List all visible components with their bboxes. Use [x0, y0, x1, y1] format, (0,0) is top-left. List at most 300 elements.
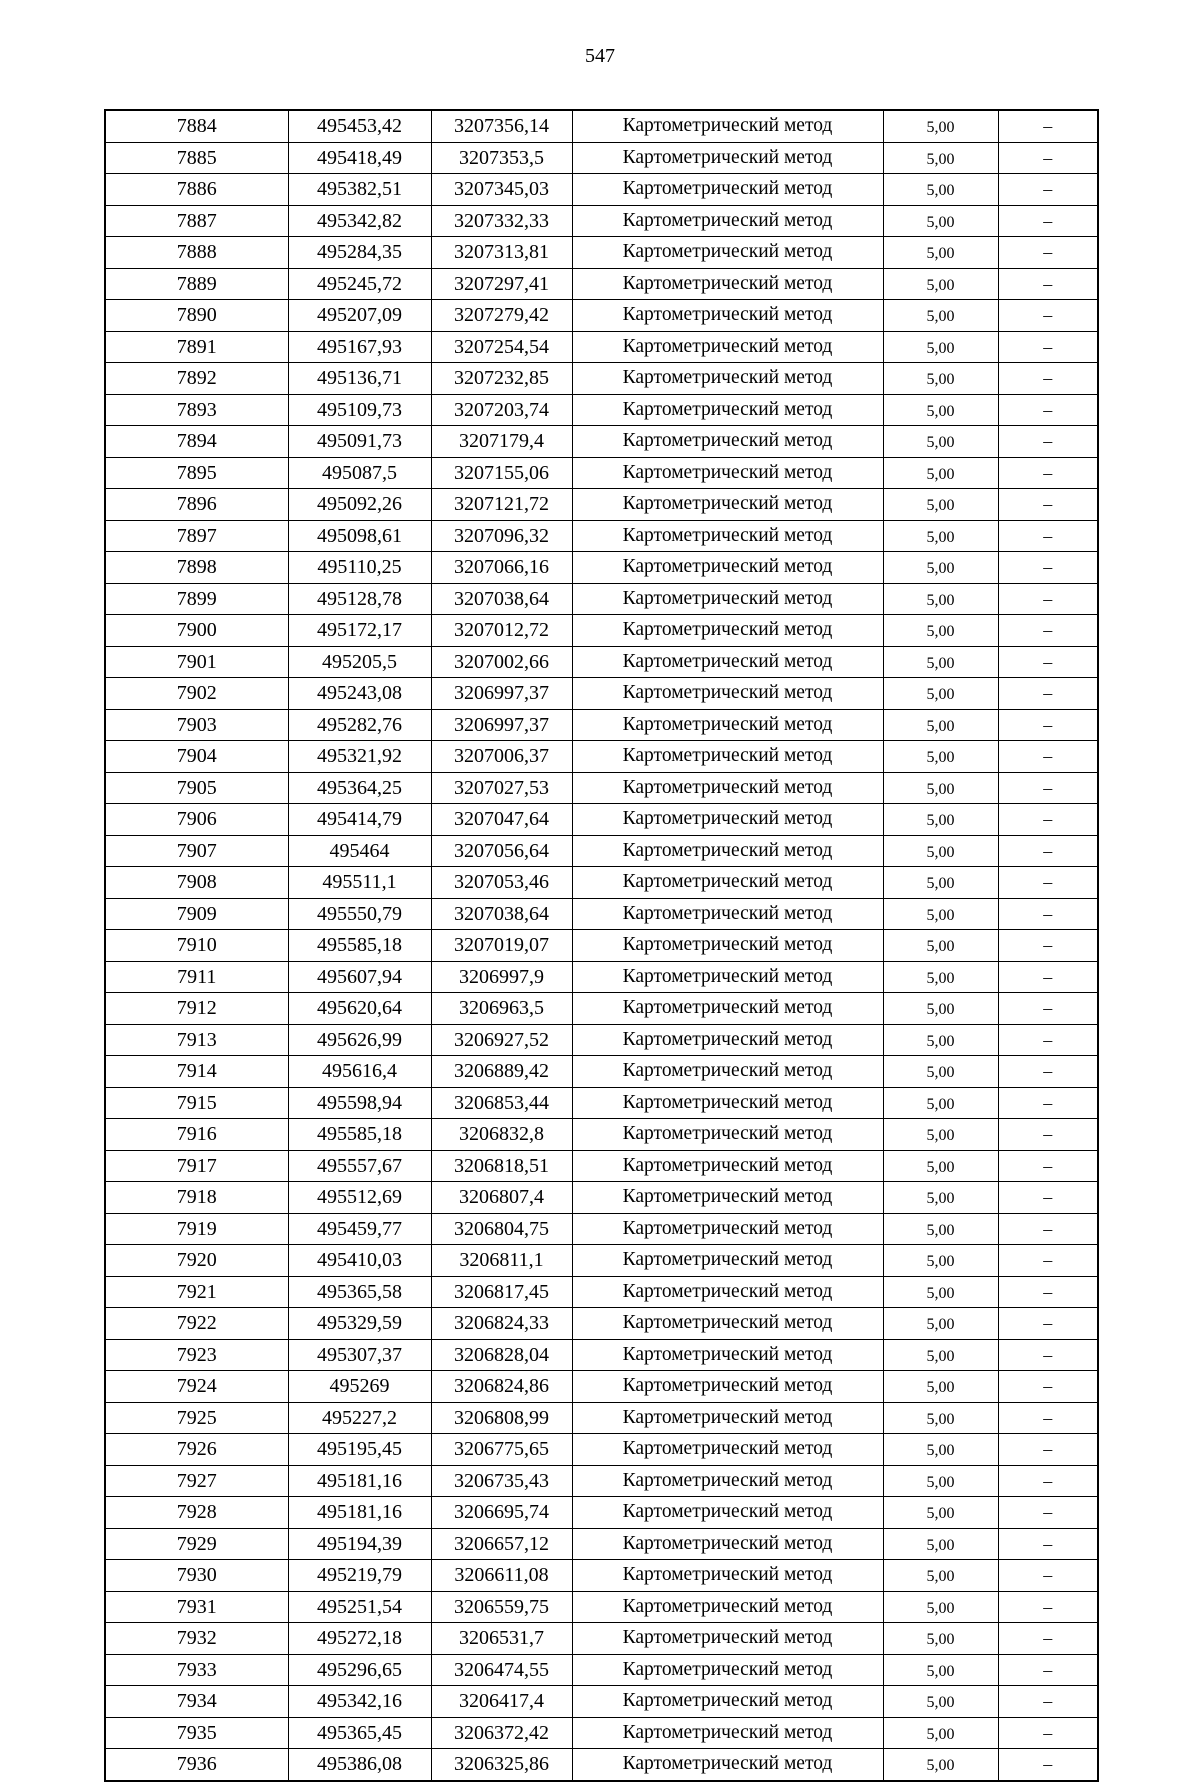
table-row	[105, 1056, 1098, 1088]
table-row	[105, 1749, 1098, 1781]
point-number-cell: 7924	[105, 1371, 288, 1403]
x-coordinate-cell: 495181,16	[288, 1497, 431, 1529]
method-cell: Картометрический метод	[572, 1654, 883, 1686]
x-coordinate-cell: 495136,71	[288, 363, 431, 395]
description-cell: –	[998, 1245, 1098, 1277]
description-cell: –	[998, 1339, 1098, 1371]
y-coordinate-cell: 3206417,4	[431, 1686, 572, 1718]
point-number-cell: 7913	[105, 1024, 288, 1056]
accuracy-cell: 5,00	[883, 1371, 998, 1403]
point-number-cell: 7934	[105, 1686, 288, 1718]
method-cell: Картометрический метод	[572, 1402, 883, 1434]
y-coordinate-cell: 3206804,75	[431, 1213, 572, 1245]
accuracy-cell: 5,00	[883, 426, 998, 458]
y-coordinate-cell: 3207232,85	[431, 363, 572, 395]
point-number-cell: 7920	[105, 1245, 288, 1277]
method-cell: Картометрический метод	[572, 1339, 883, 1371]
point-number-cell: 7923	[105, 1339, 288, 1371]
page-number: 547	[585, 45, 615, 67]
x-coordinate-cell: 495620,64	[288, 993, 431, 1025]
table-row	[105, 300, 1098, 332]
accuracy-cell: 5,00	[883, 1528, 998, 1560]
description-cell: –	[998, 237, 1098, 269]
description-cell: –	[998, 300, 1098, 332]
point-number-cell: 7912	[105, 993, 288, 1025]
accuracy-cell: 5,00	[883, 1654, 998, 1686]
description-cell: –	[998, 867, 1098, 899]
accuracy-cell: 5,00	[883, 552, 998, 584]
y-coordinate-cell: 3206811,1	[431, 1245, 572, 1277]
point-number-cell: 7902	[105, 678, 288, 710]
table-row	[105, 804, 1098, 836]
point-number-cell: 7885	[105, 142, 288, 174]
description-cell: –	[998, 583, 1098, 615]
point-number-cell: 7893	[105, 394, 288, 426]
y-coordinate-cell: 3207121,72	[431, 489, 572, 521]
method-cell: Картометрический метод	[572, 1686, 883, 1718]
point-number-cell: 7922	[105, 1308, 288, 1340]
x-coordinate-cell: 495205,5	[288, 646, 431, 678]
accuracy-cell: 5,00	[883, 394, 998, 426]
y-coordinate-cell: 3207012,72	[431, 615, 572, 647]
accuracy-cell: 5,00	[883, 174, 998, 206]
y-coordinate-cell: 3206735,43	[431, 1465, 572, 1497]
x-coordinate-cell: 495453,42	[288, 110, 431, 142]
x-coordinate-cell: 495364,25	[288, 772, 431, 804]
point-number-cell: 7918	[105, 1182, 288, 1214]
table-row	[105, 1182, 1098, 1214]
table-row	[105, 678, 1098, 710]
table-row	[105, 898, 1098, 930]
x-coordinate-cell: 495109,73	[288, 394, 431, 426]
y-coordinate-cell: 3207356,14	[431, 110, 572, 142]
description-cell: –	[998, 363, 1098, 395]
y-coordinate-cell: 3207066,16	[431, 552, 572, 584]
method-cell: Картометрический метод	[572, 1497, 883, 1529]
method-cell: Картометрический метод	[572, 583, 883, 615]
description-cell: –	[998, 804, 1098, 836]
description-cell: –	[998, 1560, 1098, 1592]
method-cell: Картометрический метод	[572, 804, 883, 836]
accuracy-cell: 5,00	[883, 709, 998, 741]
description-cell: –	[998, 1654, 1098, 1686]
description-cell: –	[998, 835, 1098, 867]
table-row	[105, 489, 1098, 521]
method-cell: Картометрический метод	[572, 1150, 883, 1182]
method-cell: Картометрический метод	[572, 961, 883, 993]
description-cell: –	[998, 457, 1098, 489]
method-cell: Картометрический метод	[572, 709, 883, 741]
accuracy-cell: 5,00	[883, 300, 998, 332]
y-coordinate-cell: 3206657,12	[431, 1528, 572, 1560]
method-cell: Картометрический метод	[572, 678, 883, 710]
x-coordinate-cell: 495585,18	[288, 930, 431, 962]
y-coordinate-cell: 3207027,53	[431, 772, 572, 804]
accuracy-cell: 5,00	[883, 331, 998, 363]
description-cell: –	[998, 615, 1098, 647]
accuracy-cell: 5,00	[883, 205, 998, 237]
x-coordinate-cell: 495329,59	[288, 1308, 431, 1340]
table-row	[105, 1245, 1098, 1277]
accuracy-cell: 5,00	[883, 1497, 998, 1529]
accuracy-cell: 5,00	[883, 741, 998, 773]
point-number-cell: 7884	[105, 110, 288, 142]
description-cell: –	[998, 489, 1098, 521]
x-coordinate-cell: 495342,16	[288, 1686, 431, 1718]
description-cell: –	[998, 772, 1098, 804]
method-cell: Картометрический метод	[572, 1465, 883, 1497]
method-cell: Картометрический метод	[572, 1528, 883, 1560]
y-coordinate-cell: 3206807,4	[431, 1182, 572, 1214]
description-cell: –	[998, 1591, 1098, 1623]
accuracy-cell: 5,00	[883, 1749, 998, 1781]
accuracy-cell: 5,00	[883, 835, 998, 867]
point-number-cell: 7903	[105, 709, 288, 741]
accuracy-cell: 5,00	[883, 520, 998, 552]
description-cell: –	[998, 1276, 1098, 1308]
accuracy-cell: 5,00	[883, 268, 998, 300]
x-coordinate-cell: 495110,25	[288, 552, 431, 584]
accuracy-cell: 5,00	[883, 772, 998, 804]
description-cell: –	[998, 1434, 1098, 1466]
table-row	[105, 1276, 1098, 1308]
method-cell: Картометрический метод	[572, 300, 883, 332]
accuracy-cell: 5,00	[883, 237, 998, 269]
table-row	[105, 552, 1098, 584]
method-cell: Картометрический метод	[572, 1623, 883, 1655]
x-coordinate-cell: 495269	[288, 1371, 431, 1403]
point-number-cell: 7936	[105, 1749, 288, 1781]
method-cell: Картометрический метод	[572, 1276, 883, 1308]
x-coordinate-cell: 495128,78	[288, 583, 431, 615]
y-coordinate-cell: 3206808,99	[431, 1402, 572, 1434]
x-coordinate-cell: 495207,09	[288, 300, 431, 332]
description-cell: –	[998, 898, 1098, 930]
accuracy-cell: 5,00	[883, 457, 998, 489]
table-row	[105, 772, 1098, 804]
table-row	[105, 1150, 1098, 1182]
accuracy-cell: 5,00	[883, 678, 998, 710]
description-cell: –	[998, 961, 1098, 993]
point-number-cell: 7892	[105, 363, 288, 395]
description-cell: –	[998, 1749, 1098, 1781]
description-cell: –	[998, 268, 1098, 300]
accuracy-cell: 5,00	[883, 489, 998, 521]
table-row	[105, 1434, 1098, 1466]
point-number-cell: 7889	[105, 268, 288, 300]
description-cell: –	[998, 1465, 1098, 1497]
description-cell: –	[998, 552, 1098, 584]
accuracy-cell: 5,00	[883, 1276, 998, 1308]
x-coordinate-cell: 495464	[288, 835, 431, 867]
table-row	[105, 961, 1098, 993]
x-coordinate-cell: 495365,58	[288, 1276, 431, 1308]
y-coordinate-cell: 3206695,74	[431, 1497, 572, 1529]
description-cell: –	[998, 1150, 1098, 1182]
table-row	[105, 174, 1098, 206]
y-coordinate-cell: 3206832,8	[431, 1119, 572, 1151]
accuracy-cell: 5,00	[883, 1308, 998, 1340]
accuracy-cell: 5,00	[883, 1434, 998, 1466]
y-coordinate-cell: 3206853,44	[431, 1087, 572, 1119]
x-coordinate-cell: 495585,18	[288, 1119, 431, 1151]
accuracy-cell: 5,00	[883, 1245, 998, 1277]
x-coordinate-cell: 495282,76	[288, 709, 431, 741]
accuracy-cell: 5,00	[883, 142, 998, 174]
x-coordinate-cell: 495172,17	[288, 615, 431, 647]
method-cell: Картометрический метод	[572, 552, 883, 584]
accuracy-cell: 5,00	[883, 363, 998, 395]
method-cell: Картометрический метод	[572, 237, 883, 269]
method-cell: Картометрический метод	[572, 835, 883, 867]
accuracy-cell: 5,00	[883, 930, 998, 962]
coordinates-table	[104, 109, 1099, 1782]
method-cell: Картометрический метод	[572, 489, 883, 521]
method-cell: Картометрический метод	[572, 741, 883, 773]
description-cell: –	[998, 110, 1098, 142]
accuracy-cell: 5,00	[883, 1087, 998, 1119]
point-number-cell: 7931	[105, 1591, 288, 1623]
y-coordinate-cell: 3207279,42	[431, 300, 572, 332]
point-number-cell: 7933	[105, 1654, 288, 1686]
y-coordinate-cell: 3206824,86	[431, 1371, 572, 1403]
accuracy-cell: 5,00	[883, 1402, 998, 1434]
x-coordinate-cell: 495245,72	[288, 268, 431, 300]
y-coordinate-cell: 3207038,64	[431, 898, 572, 930]
method-cell: Картометрический метод	[572, 1717, 883, 1749]
table-row	[105, 1623, 1098, 1655]
x-coordinate-cell: 495512,69	[288, 1182, 431, 1214]
y-coordinate-cell: 3207353,5	[431, 142, 572, 174]
accuracy-cell: 5,00	[883, 1182, 998, 1214]
description-cell: –	[998, 426, 1098, 458]
table-row	[105, 237, 1098, 269]
description-cell: –	[998, 174, 1098, 206]
point-number-cell: 7900	[105, 615, 288, 647]
description-cell: –	[998, 741, 1098, 773]
x-coordinate-cell: 495092,26	[288, 489, 431, 521]
table-row	[105, 268, 1098, 300]
y-coordinate-cell: 3207056,64	[431, 835, 572, 867]
table-row	[105, 331, 1098, 363]
table-row	[105, 1371, 1098, 1403]
x-coordinate-cell: 495616,4	[288, 1056, 431, 1088]
description-cell: –	[998, 520, 1098, 552]
x-coordinate-cell: 495195,45	[288, 1434, 431, 1466]
x-coordinate-cell: 495365,45	[288, 1717, 431, 1749]
table-row	[105, 993, 1098, 1025]
x-coordinate-cell: 495410,03	[288, 1245, 431, 1277]
point-number-cell: 7898	[105, 552, 288, 584]
y-coordinate-cell: 3207053,46	[431, 867, 572, 899]
accuracy-cell: 5,00	[883, 961, 998, 993]
table-row	[105, 1465, 1098, 1497]
x-coordinate-cell: 495459,77	[288, 1213, 431, 1245]
description-cell: –	[998, 1308, 1098, 1340]
table-row	[105, 1497, 1098, 1529]
method-cell: Картометрический метод	[572, 331, 883, 363]
method-cell: Картометрический метод	[572, 1182, 883, 1214]
method-cell: Картометрический метод	[572, 898, 883, 930]
coordinates-table-body	[105, 110, 1098, 1781]
table-row	[105, 1024, 1098, 1056]
description-cell: –	[998, 1686, 1098, 1718]
method-cell: Картометрический метод	[572, 1024, 883, 1056]
description-cell: –	[998, 1623, 1098, 1655]
accuracy-cell: 5,00	[883, 1623, 998, 1655]
y-coordinate-cell: 3207254,54	[431, 331, 572, 363]
x-coordinate-cell: 495098,61	[288, 520, 431, 552]
method-cell: Картометрический метод	[572, 1560, 883, 1592]
y-coordinate-cell: 3207006,37	[431, 741, 572, 773]
description-cell: –	[998, 1528, 1098, 1560]
description-cell: –	[998, 930, 1098, 962]
accuracy-cell: 5,00	[883, 1213, 998, 1245]
accuracy-cell: 5,00	[883, 1686, 998, 1718]
method-cell: Картометрический метод	[572, 110, 883, 142]
description-cell: –	[998, 1371, 1098, 1403]
table-row	[105, 615, 1098, 647]
point-number-cell: 7919	[105, 1213, 288, 1245]
method-cell: Картометрический метод	[572, 867, 883, 899]
point-number-cell: 7895	[105, 457, 288, 489]
x-coordinate-cell: 495272,18	[288, 1623, 431, 1655]
x-coordinate-cell: 495307,37	[288, 1339, 431, 1371]
description-cell: –	[998, 709, 1098, 741]
method-cell: Картометрический метод	[572, 268, 883, 300]
table-row	[105, 142, 1098, 174]
y-coordinate-cell: 3206474,55	[431, 1654, 572, 1686]
y-coordinate-cell: 3206611,08	[431, 1560, 572, 1592]
table-row	[105, 426, 1098, 458]
method-cell: Картометрический метод	[572, 142, 883, 174]
table-row	[105, 1717, 1098, 1749]
description-cell: –	[998, 1056, 1098, 1088]
description-cell: –	[998, 646, 1098, 678]
accuracy-cell: 5,00	[883, 993, 998, 1025]
y-coordinate-cell: 3206325,86	[431, 1749, 572, 1781]
point-number-cell: 7894	[105, 426, 288, 458]
method-cell: Картометрический метод	[572, 1119, 883, 1151]
point-number-cell: 7886	[105, 174, 288, 206]
point-number-cell: 7904	[105, 741, 288, 773]
table-row	[105, 520, 1098, 552]
point-number-cell: 7930	[105, 1560, 288, 1592]
table-row	[105, 867, 1098, 899]
x-coordinate-cell: 495414,79	[288, 804, 431, 836]
table-row	[105, 1654, 1098, 1686]
x-coordinate-cell: 495386,08	[288, 1749, 431, 1781]
method-cell: Картометрический метод	[572, 615, 883, 647]
description-cell: –	[998, 1402, 1098, 1434]
accuracy-cell: 5,00	[883, 1465, 998, 1497]
x-coordinate-cell: 495342,82	[288, 205, 431, 237]
method-cell: Картометрический метод	[572, 1245, 883, 1277]
table-row	[105, 1119, 1098, 1151]
x-coordinate-cell: 495194,39	[288, 1528, 431, 1560]
x-coordinate-cell: 495227,2	[288, 1402, 431, 1434]
x-coordinate-cell: 495284,35	[288, 237, 431, 269]
x-coordinate-cell: 495550,79	[288, 898, 431, 930]
x-coordinate-cell: 495557,67	[288, 1150, 431, 1182]
table-row	[105, 1087, 1098, 1119]
description-cell: –	[998, 394, 1098, 426]
description-cell: –	[998, 678, 1098, 710]
x-coordinate-cell: 495296,65	[288, 1654, 431, 1686]
description-cell: –	[998, 1182, 1098, 1214]
point-number-cell: 7891	[105, 331, 288, 363]
table-row	[105, 205, 1098, 237]
table-row	[105, 1308, 1098, 1340]
table-row	[105, 1528, 1098, 1560]
table-row	[105, 930, 1098, 962]
method-cell: Картометрический метод	[572, 457, 883, 489]
y-coordinate-cell: 3207019,07	[431, 930, 572, 962]
point-number-cell: 7890	[105, 300, 288, 332]
table-row	[105, 1560, 1098, 1592]
description-cell: –	[998, 205, 1098, 237]
table-row	[105, 1213, 1098, 1245]
table-row	[105, 709, 1098, 741]
description-cell: –	[998, 1024, 1098, 1056]
point-number-cell: 7921	[105, 1276, 288, 1308]
point-number-cell: 7914	[105, 1056, 288, 1088]
accuracy-cell: 5,00	[883, 615, 998, 647]
x-coordinate-cell: 495087,5	[288, 457, 431, 489]
method-cell: Картометрический метод	[572, 772, 883, 804]
y-coordinate-cell: 3206997,37	[431, 678, 572, 710]
y-coordinate-cell: 3207313,81	[431, 237, 572, 269]
y-coordinate-cell: 3206997,37	[431, 709, 572, 741]
method-cell: Картометрический метод	[572, 1591, 883, 1623]
x-coordinate-cell: 495607,94	[288, 961, 431, 993]
table-row	[105, 646, 1098, 678]
x-coordinate-cell: 495598,94	[288, 1087, 431, 1119]
table-row	[105, 363, 1098, 395]
point-number-cell: 7908	[105, 867, 288, 899]
point-number-cell: 7915	[105, 1087, 288, 1119]
accuracy-cell: 5,00	[883, 898, 998, 930]
y-coordinate-cell: 3207297,41	[431, 268, 572, 300]
y-coordinate-cell: 3206775,65	[431, 1434, 572, 1466]
description-cell: –	[998, 1717, 1098, 1749]
method-cell: Картометрический метод	[572, 363, 883, 395]
point-number-cell: 7909	[105, 898, 288, 930]
y-coordinate-cell: 3207345,03	[431, 174, 572, 206]
method-cell: Картометрический метод	[572, 1434, 883, 1466]
accuracy-cell: 5,00	[883, 583, 998, 615]
accuracy-cell: 5,00	[883, 867, 998, 899]
point-number-cell: 7901	[105, 646, 288, 678]
accuracy-cell: 5,00	[883, 1591, 998, 1623]
table-row	[105, 835, 1098, 867]
method-cell: Картометрический метод	[572, 930, 883, 962]
point-number-cell: 7906	[105, 804, 288, 836]
point-number-cell: 7899	[105, 583, 288, 615]
method-cell: Картометрический метод	[572, 993, 883, 1025]
y-coordinate-cell: 3206889,42	[431, 1056, 572, 1088]
method-cell: Картометрический метод	[572, 1308, 883, 1340]
x-coordinate-cell: 495251,54	[288, 1591, 431, 1623]
accuracy-cell: 5,00	[883, 1717, 998, 1749]
point-number-cell: 7927	[105, 1465, 288, 1497]
y-coordinate-cell: 3207155,06	[431, 457, 572, 489]
point-number-cell: 7897	[105, 520, 288, 552]
x-coordinate-cell: 495626,99	[288, 1024, 431, 1056]
method-cell: Картометрический метод	[572, 1749, 883, 1781]
description-cell: –	[998, 1497, 1098, 1529]
point-number-cell: 7925	[105, 1402, 288, 1434]
